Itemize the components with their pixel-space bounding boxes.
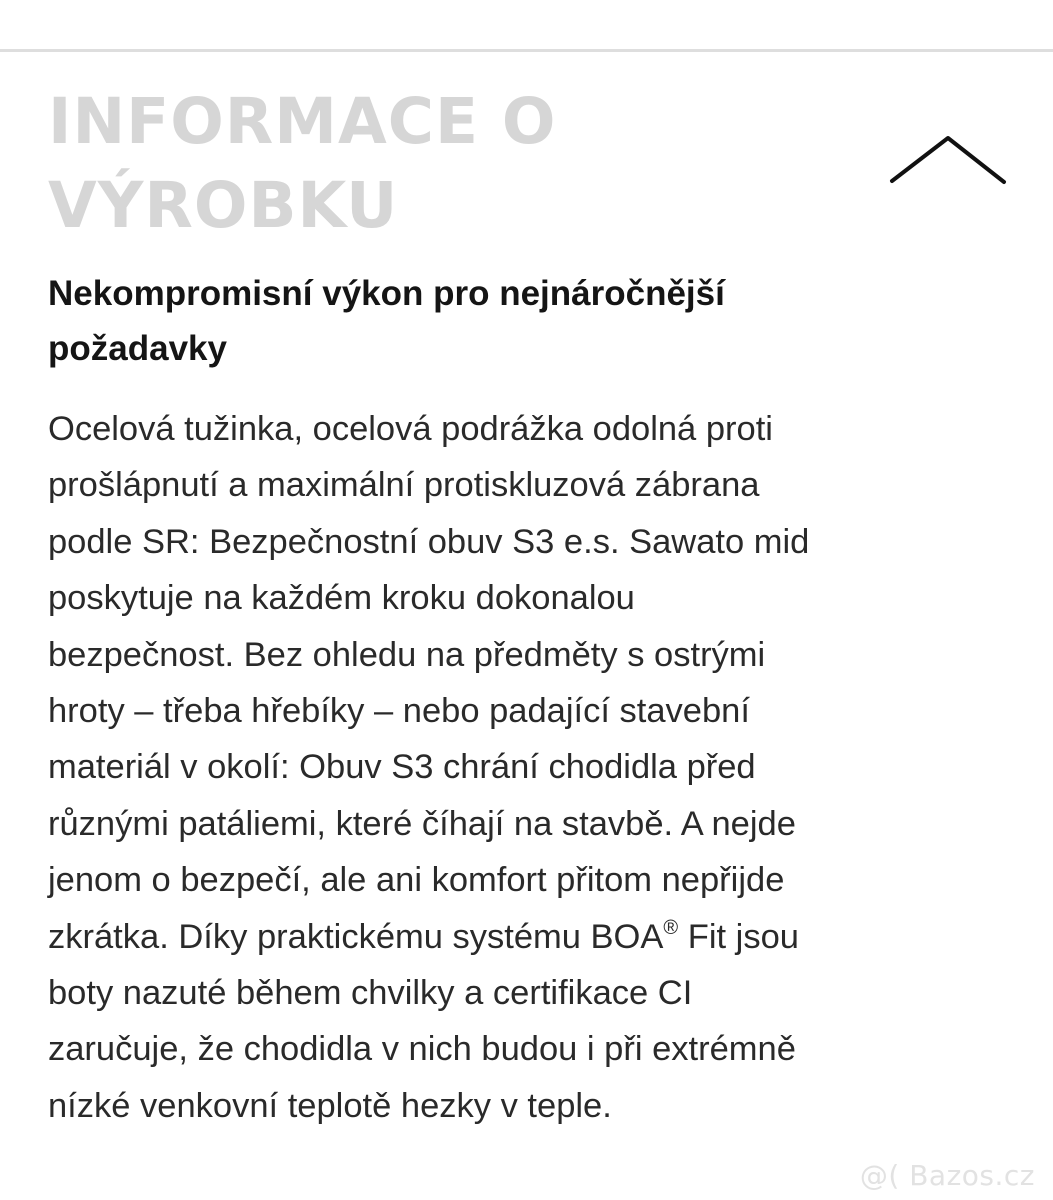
section-title bbox=[48, 80, 848, 248]
description-line: jenom o bezpečí, ale ani komfort přitom nepřijde bbox=[48, 861, 785, 900]
boa-text-start: zkrátka. Díky praktickému systému BOA bbox=[48, 917, 664, 956]
description-line: poskytuje na každém kroku dokonalou bbox=[48, 579, 635, 618]
description-line: materiál v okolí: Obuv S3 chrání chodidla před bbox=[48, 748, 756, 787]
boa-text-end: Fit jsou bbox=[678, 917, 799, 956]
description-line: prošlápnutí a maximální protiskluzová zábrana bbox=[48, 466, 760, 505]
description-line: zaručuje, že chodidla v nich budou i při extrémně bbox=[48, 1030, 796, 1069]
section-title-line-1: INFORMACE O bbox=[48, 85, 557, 158]
description-line: podle SR: Bezpečnostní obuv S3 e.s. Sawato mid bbox=[48, 522, 810, 561]
description-line: bezpečnost. Bez ohledu na předměty s ostrými bbox=[48, 635, 766, 674]
section-title-line-2: VÝROBKU bbox=[48, 169, 399, 242]
registered-mark: ® bbox=[663, 916, 679, 939]
collapse-section-button[interactable] bbox=[884, 126, 1012, 194]
description-line: různými patáliemi, které číhají na stavbě. A nejde bbox=[48, 804, 796, 843]
description-line: boty nazuté během chvilky a certifikace CI bbox=[48, 974, 693, 1013]
chevron-up-icon bbox=[884, 126, 1012, 194]
subtitle-line-2: požadavky bbox=[48, 329, 227, 368]
product-description bbox=[48, 401, 1038, 1134]
description-line: nízké venkovní teplotě hezky v teple. bbox=[48, 1086, 612, 1125]
watermark: @( Bazos.cz bbox=[859, 1159, 1035, 1192]
top-divider bbox=[0, 49, 1053, 52]
subtitle-line-1: Nekompromisní výkon pro nejnáročnější bbox=[48, 274, 725, 313]
description-line: Ocelová tužinka, ocelová podrážka odolná proti bbox=[48, 410, 773, 448]
description-line: hroty – třeba hřebíky – nebo padající stavební bbox=[48, 692, 750, 731]
description-line-boa bbox=[48, 918, 799, 956]
product-subtitle bbox=[48, 266, 948, 376]
